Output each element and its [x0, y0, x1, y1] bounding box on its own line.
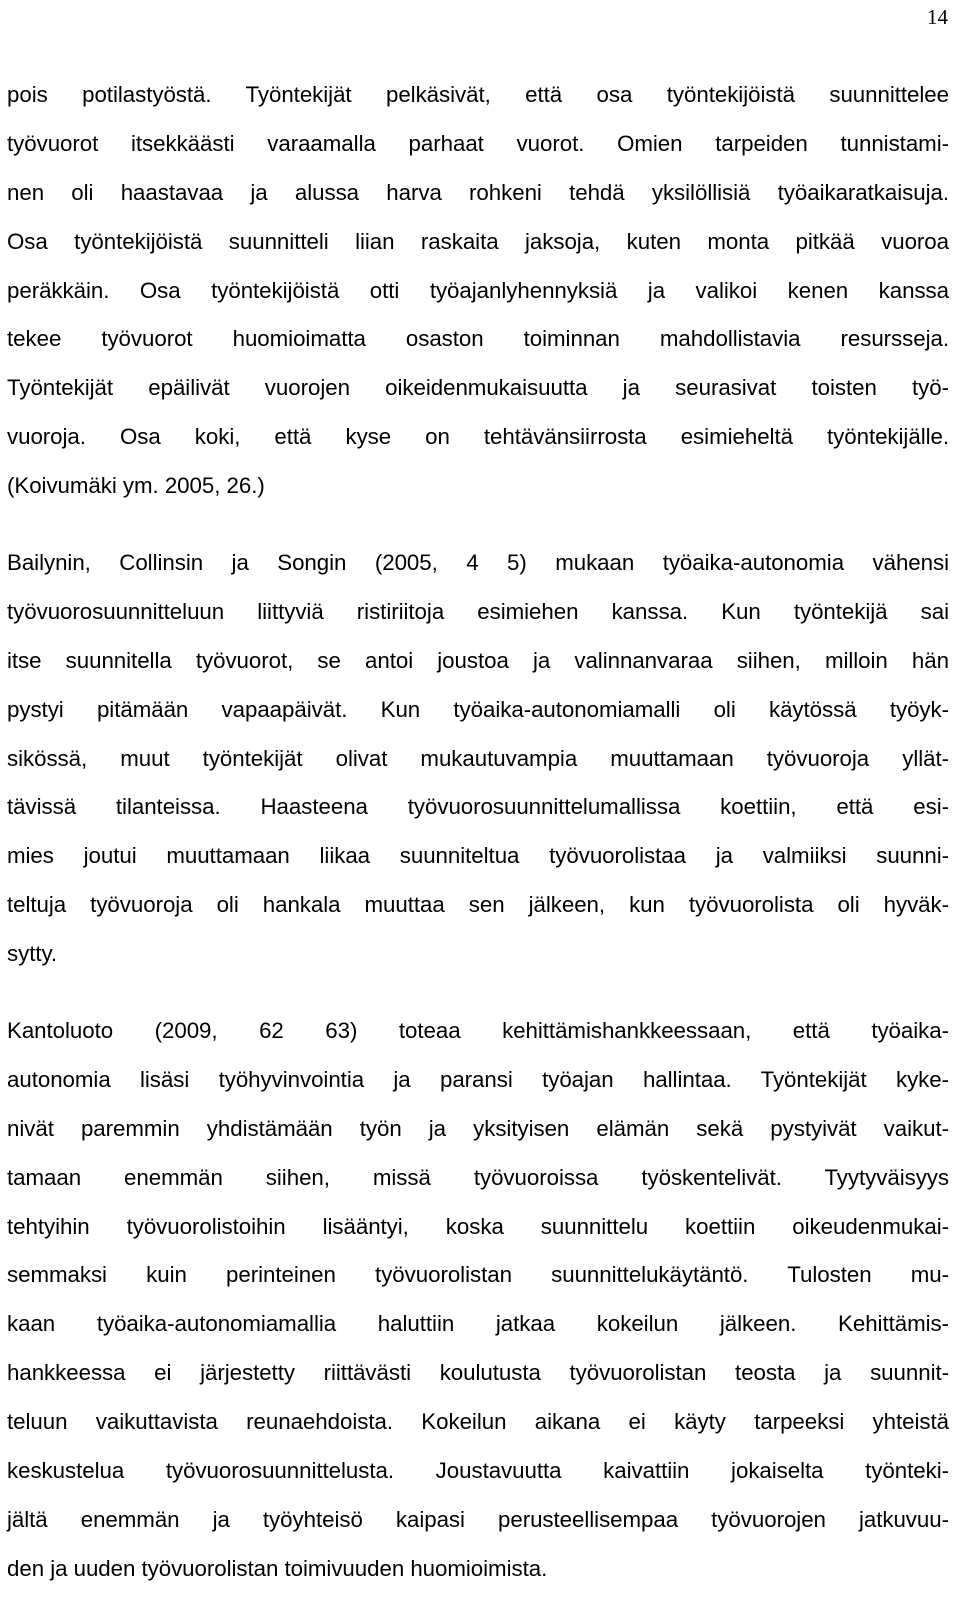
- text-line: jältä enemmän ja työyhteisö kaipasi perusteellisempaa työvuorojen jatkuvuu-: [7, 1506, 949, 1532]
- text-line: keskustelua työvuorosuunnittelusta. Joustavuutta kaivattiin jokaiselta työnteki-: [7, 1458, 949, 1484]
- text-line: teltuja työvuoroja oli hankala muuttaa sen jälkeen, kun työvuorolista oli hyväk-: [7, 892, 949, 918]
- text-line: peräkkäin. Osa työntekijöistä otti työajanlyhennyksiä ja valikoi kenen kanssa: [7, 277, 949, 303]
- paragraph-2: [7, 549, 949, 989]
- text-line: kaan työaika-autonomiamallia haluttiin jatkaa kokeilun jälkeen. Kehittämis-: [7, 1311, 949, 1337]
- text-line: nen oli haastavaa ja alussa harva rohkeni tehdä yksilöllisiä työaikaratkaisuja.: [7, 179, 949, 205]
- text-line: itse suunnitella työvuorot, se antoi joustoa ja valinnanvaraa siihen, milloin hän: [7, 647, 949, 673]
- page-number: 14: [927, 5, 948, 29]
- text-line: sytty.: [7, 941, 58, 967]
- text-line: autonomia lisäsi työhyvinvointia ja paransi työajan hallintaa. Työntekijät kyke-: [7, 1066, 949, 1092]
- text-line: pystyi pitämään vapaapäivät. Kun työaika-autonomiamalli oli käytössä työyk-: [7, 696, 949, 722]
- text-line: Bailynin, Collinsin ja Songin (2005, 4 5) mukaan työaika-autonomia vähensi: [7, 550, 949, 575]
- text-line: Työntekijät epäilivät vuorojen oikeidenmukaisuutta ja seurasivat toisten työ-: [7, 375, 949, 401]
- paragraph-3: [7, 1017, 949, 1604]
- text-line: työvuorot itsekkäästi varaamalla parhaat vuorot. Omien tarpeiden tunnistami-: [7, 130, 949, 156]
- text-line: nivät paremmin yhdistämään työn ja yksityisen elämän sekä pystyivät vaikut-: [7, 1115, 949, 1141]
- text-line: tävissä tilanteissa. Haasteena työvuorosuunnittelumallissa koettiin, että esi-: [7, 794, 949, 820]
- text-line: tehtyihin työvuorolistoihin lisääntyi, koska suunnittelu koettiin oikeudenmukai-: [7, 1213, 949, 1239]
- text-line: vuoroja. Osa koki, että kyse on tehtävänsiirrosta esimieheltä työntekijälle.: [7, 424, 949, 450]
- text-line: semmaksi kuin perinteinen työvuorolistan suunnittelukäytäntö. Tulosten mu-: [7, 1262, 949, 1288]
- text-line: tekee työvuorot huomioimatta osaston toiminnan mahdollistavia resursseja.: [7, 326, 949, 352]
- paragraph-1: [7, 81, 949, 521]
- text-line: den ja uuden työvuorolistan toimivuuden huomioimista.: [7, 1555, 548, 1581]
- text-line: Osa työntekijöistä suunnitteli liian raskaita jaksoja, kuten monta pitkää vuoroa: [7, 228, 949, 254]
- text-line: teluun vaikuttavista reunaehdoista. Kokeilun aikana ei käyty tarpeeksi yhteistä: [7, 1409, 949, 1435]
- text-line: sikössä, muut työntekijät olivat mukautuvampia muuttamaan työvuoroja yllät-: [7, 745, 949, 771]
- text-line: työvuorosuunnitteluun liittyviä ristiriitoja esimiehen kanssa. Kun työntekijä sai: [7, 598, 949, 624]
- text-line: pois potilastyöstä. Työntekijät pelkäsivät, että osa työntekijöistä suunnittelee: [7, 82, 949, 107]
- text-line: hankkeessa ei järjestetty riittävästi koulutusta työvuorolistan teosta ja suunnit-: [7, 1360, 949, 1386]
- text-line: Kantoluoto (2009, 62 63) toteaa kehittämishankkeessaan, että työaika-: [7, 1018, 949, 1043]
- text-line: tamaan enemmän siihen, missä työvuoroissa työskentelivät. Tyytyväisyys: [7, 1164, 949, 1190]
- text-line: mies joutui muuttamaan liikaa suunniteltua työvuorolistaa ja valmiiksi suunni-: [7, 843, 949, 869]
- text-line: (Koivumäki ym. 2005, 26.): [7, 473, 265, 499]
